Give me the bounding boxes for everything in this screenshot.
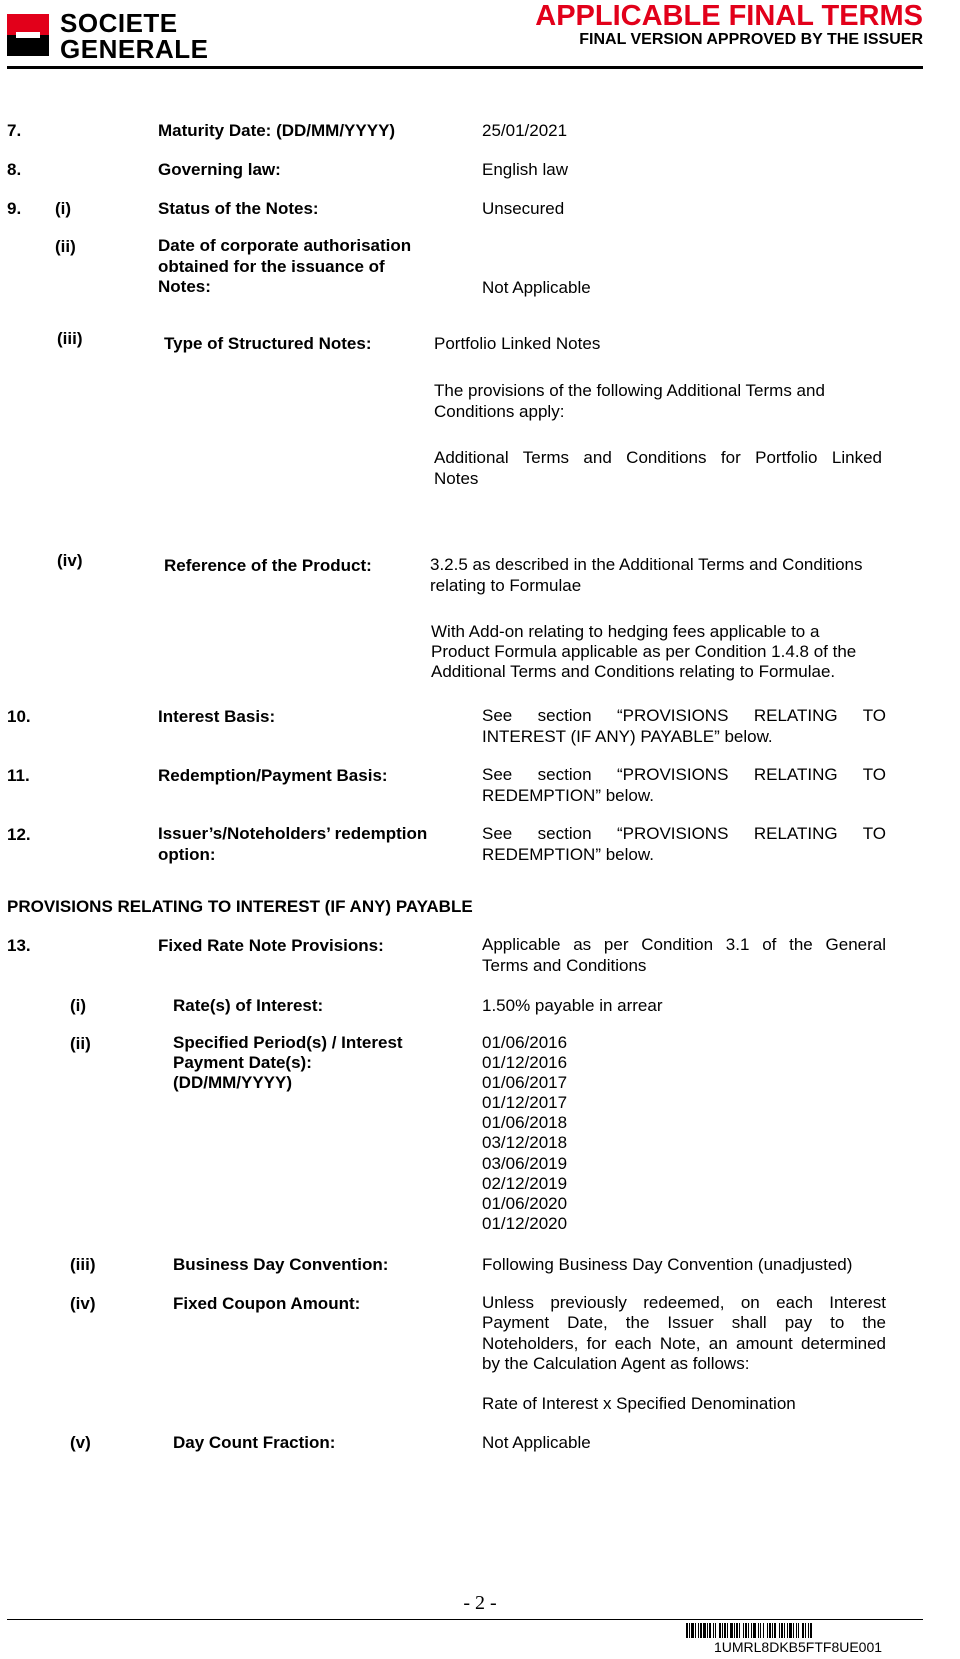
brand-line-1: SOCIETE [60,8,178,38]
text-line: by the Calculation Agent as follows: [482,1353,750,1373]
item-13-v-value: Not Applicable [482,1433,591,1452]
header-divider [7,66,923,69]
item-13-iii-roman: (iii) [70,1255,96,1274]
item-12-number: 12. [7,825,31,844]
item-10-value [482,706,886,747]
interest-payment-date: 01/06/2020 [482,1193,568,1213]
item-13-iv-formula: Rate of Interest x Specified Denomination [482,1394,796,1413]
text-line: Notes [434,468,479,488]
item-13-i-label: Rate(s) of Interest: [173,996,324,1015]
label-line: Payment Date(s): [173,1053,312,1073]
item-9-iii-provisions-text [434,381,825,422]
text-line: With Add-on relating to hedging fees applicable to a [431,622,820,641]
item-12-label [158,824,427,865]
interest-payment-date: 03/12/2018 [482,1133,568,1153]
item-9-ii-label [158,236,411,298]
footer-divider [7,1619,923,1620]
item-13-iv-value [482,1293,886,1374]
item-13-value [482,935,886,976]
item-13-iv-roman: (iv) [70,1294,96,1313]
item-7-value: 25/01/2021 [482,121,568,140]
text-line: See section “PROVISIONS RELATING TO [482,824,886,843]
item-9-iv-roman: (iv) [57,551,83,570]
item-13-iv-label: Fixed Coupon Amount: [173,1294,361,1313]
section-heading-interest: PROVISIONS RELATING TO INTEREST (IF ANY) PAYABLE [7,897,473,916]
item-9-i-value: Unsecured [482,199,565,218]
item-9-iv-label: Reference of the Product: [164,556,372,575]
item-13-iii-value: Following Business Day Convention (unadjusted) [482,1255,853,1274]
text-line: See section “PROVISIONS RELATING TO [482,765,886,784]
item-9-iv-addon-text [431,622,856,683]
item-13-number: 13. [7,936,31,955]
item-13-i-value: 1.50% payable in arrear [482,996,663,1015]
item-11-number: 11. [7,766,30,785]
document-id: 1UMRL8DKB5FTF8UE001 [713,1639,883,1655]
text-line: REDEMPTION” below. [482,844,654,864]
label-line: Date of corporate authorisation [158,236,412,255]
societe-generale-logo-icon [7,14,49,56]
label-line: (DD/MM/YYYY) [173,1073,292,1093]
interest-payment-date: 03/06/2019 [482,1153,568,1173]
text-line: REDEMPTION” below. [482,785,654,805]
document-subtitle: FINAL VERSION APPROVED BY THE ISSUER [579,31,923,48]
item-11-value [482,765,886,806]
item-7-number: 7. [7,121,22,140]
text-line: Conditions apply: [434,401,565,421]
text-line: See section “PROVISIONS RELATING TO [482,706,886,725]
page-number: - 2 - [463,1592,497,1614]
item-9-ii-value: Not Applicable [482,278,591,297]
item-13-i-roman: (i) [70,996,87,1015]
interest-payment-date: 01/12/2017 [482,1093,568,1113]
text-line: Additional Terms and Conditions relating to Formulae. [431,662,836,682]
interest-payment-date: 01/12/2016 [482,1053,568,1073]
label-line: obtained for the issuance of [158,256,385,276]
item-9-iii-additional-terms [434,448,882,489]
item-9-i-roman: (i) [55,199,72,218]
item-9-iii-value: Portfolio Linked Notes [434,334,601,353]
text-line: relating to Formulae [430,575,582,595]
text-line: 3.2.5 as described in the Additional Terms and Conditions [430,555,863,574]
label-line: option: [158,844,216,864]
interest-payment-date: 02/12/2019 [482,1173,568,1193]
text-line: Terms and Conditions [482,955,647,975]
item-13-label: Fixed Rate Note Provisions: [158,936,384,955]
item-9-i-label: Status of the Notes: [158,199,319,218]
label-line: Notes: [158,277,211,296]
brand-line-2: GENERALE [60,34,209,64]
item-13-iii-label: Business Day Convention: [173,1255,389,1274]
item-8-value: English law [482,160,568,179]
interest-payment-date: 01/12/2020 [482,1213,568,1233]
interest-payment-date: 01/06/2018 [482,1113,568,1133]
text-line: Noteholders, for each Note, an amount determined [482,1333,886,1353]
barcode-icon [686,1623,910,1638]
text-line: Additional Terms and Conditions for Portfolio Linked [434,448,882,467]
label-line: Issuer’s/Noteholders’ redemption [158,824,428,843]
text-line: Unless previously redeemed, on each Interest [482,1293,886,1312]
item-12-value [482,824,886,865]
item-11-label: Redemption/Payment Basis: [158,766,388,785]
item-10-label: Interest Basis: [158,707,276,726]
text-line: Product Formula applicable as per Condition 1.4.8 of the [431,642,857,662]
item-7-label: Maturity Date: (DD/MM/YYYY) [158,121,396,140]
interest-payment-date: 01/06/2017 [482,1073,568,1093]
item-8-number: 8. [7,160,22,179]
interest-payment-date: 01/06/2016 [482,1033,568,1052]
text-line: Applicable as per Condition 3.1 of the General [482,935,886,954]
item-10-number: 10. [7,707,31,726]
item-13-ii-label [173,1033,403,1094]
brand-name [60,10,208,62]
document-title: APPLICABLE FINAL TERMS [535,0,923,32]
item-13-ii-roman: (ii) [70,1034,91,1053]
text-line: The provisions of the following Additional Terms and [434,381,825,400]
text-line: Payment Date, the Issuer shall pay to the [482,1313,886,1333]
text-line: INTEREST (IF ANY) PAYABLE” below. [482,726,773,746]
item-9-iii-label: Type of Structured Notes: [164,334,372,353]
item-13-ii-dates-list [482,1033,567,1234]
item-9-iii-roman: (iii) [57,329,83,348]
label-line: Specified Period(s) / Interest [173,1033,403,1052]
item-8-label: Governing law: [158,160,281,179]
item-13-v-label: Day Count Fraction: [173,1433,336,1452]
item-9-ii-roman: (ii) [55,237,76,256]
item-9-number: 9. [7,199,22,218]
item-13-v-roman: (v) [70,1433,91,1452]
item-9-iv-value [430,555,863,596]
